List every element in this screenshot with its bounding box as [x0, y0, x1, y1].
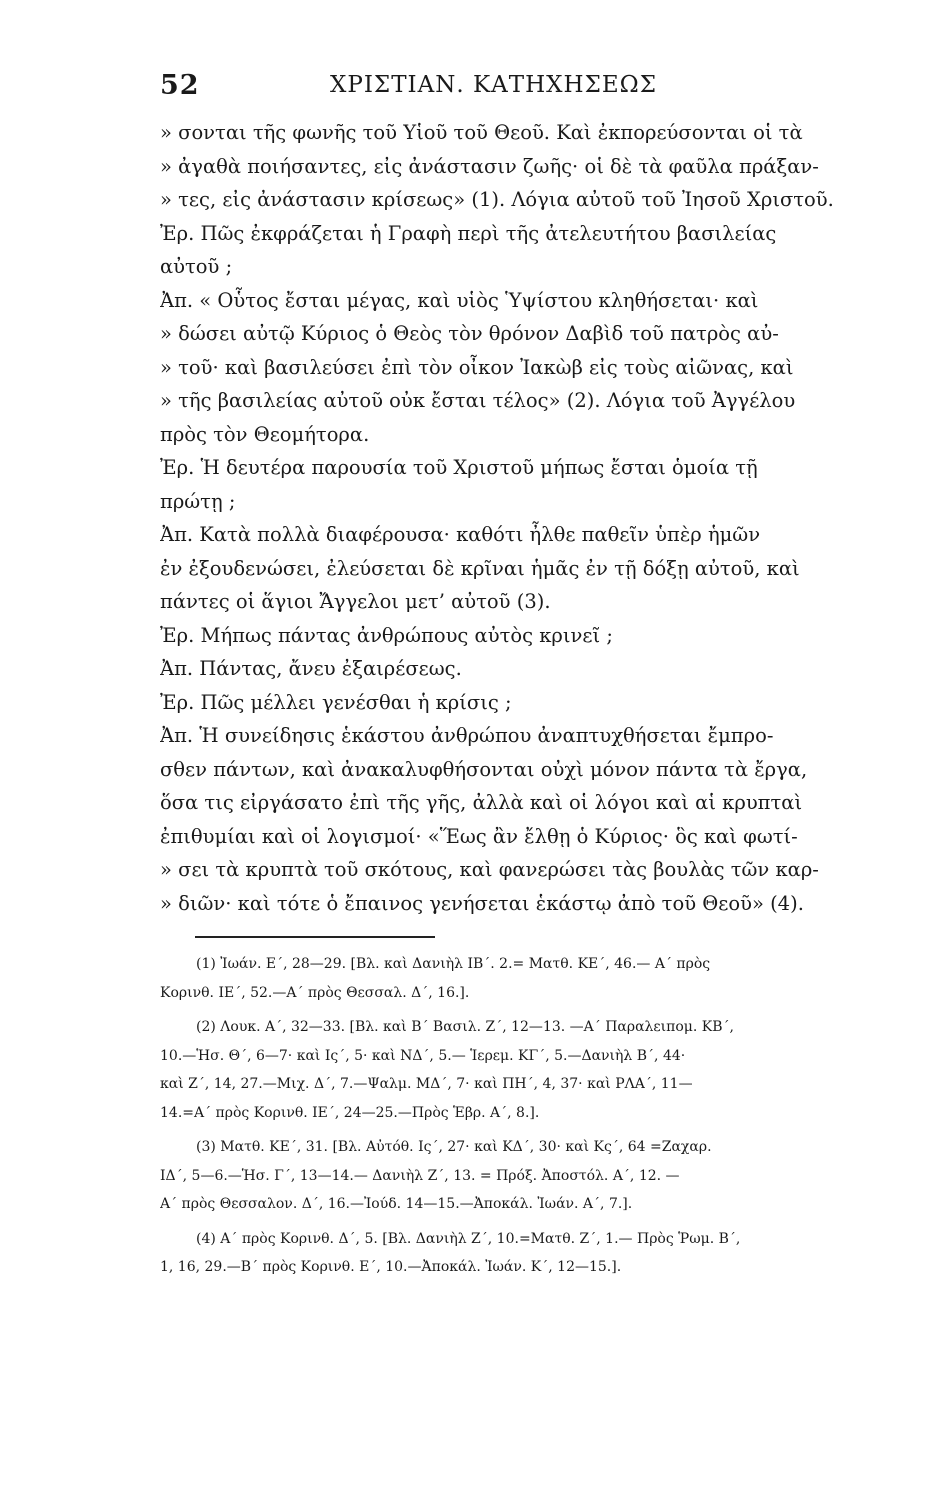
page-number: 52 [160, 70, 200, 101]
text-line: Ἐρ. Πῶς ἐκφράζεται ἡ Γραφὴ περὶ τῆς ἀτελευτήτου βασιλείας [160, 221, 777, 245]
text-line: Ἐρ. Ἡ δευτέρα παρουσία τοῦ Χριστοῦ μήπως ἔσται ὁμοία τῇ [160, 456, 758, 479]
footnote-line: (4) Α΄ πρὸς Κορινθ. Δ΄, 5. [Βλ. Δανιὴλ Ζ΄, 10.=Ματθ. Ζ΄, 1.— Πρὸς Ῥωμ. Β΄, [196, 1230, 741, 1247]
footnote-line: (2) Λουκ. Α΄, 32—33. [Βλ. καὶ Β΄ Βασιλ. Ζ΄, 12—13. —Α΄ Παραλειπομ. ΚΒ΄, [196, 1019, 734, 1035]
footnote [160, 1225, 850, 1282]
text-line: σθεν πάντων, καὶ ἀνακαλυφθήσονται οὐχὶ μόνον πάντα τὰ ἔργα, [160, 757, 808, 781]
text-line: ἐν ἐξουδενώσει, ἐλεύσεται δὲ κρῖναι ἡμᾶς ἐν τῇ δόξῃ αὐτοῦ, καὶ [160, 556, 800, 580]
text-line: » ἀγαθὰ ποιήσαντες, εἰς ἀνάστασιν ζωῆς· οἱ δὲ τὰ φαῦλα πράξαν- [160, 154, 819, 178]
main-text [160, 116, 850, 920]
footnote-line: (1) Ἰωάν. Ε΄, 28—29. [Βλ. καὶ Δανιὴλ ΙΒ΄. 2.= Ματθ. ΚΕ΄, 46.— Α΄ πρὸς [196, 956, 711, 972]
text-line: ὅσα τις εἰργάσατο ἐπὶ τῆς γῆς, ἀλλὰ καὶ οἱ λόγοι καὶ αἱ κρυπταὶ [160, 791, 803, 814]
text-line: ἐπιθυμίαι καὶ οἱ λογισμοί· «Ἕως ἂν ἔλθῃ ὁ Κύριος· ὃς καὶ φωτί- [160, 824, 798, 848]
text-line: » τοῦ· καὶ βασιλεύσει ἐπὶ τὸν οἶκον Ἰακὼβ εἰς τοὺς αἰῶνας, καὶ [160, 355, 794, 379]
footnote-line: 14.=Α΄ πρὸς Κορινθ. ΙΕ΄, 24—25.—Πρὸς Ἑβρ. Α΄, 8.]. [160, 1104, 540, 1121]
text-line: Ἀπ. Κατὰ πολλὰ διαφέρουσα· καθότι ἦλθε παθεῖν ὑπὲρ ἡμῶν [160, 523, 761, 546]
text-line: » τῆς βασιλείας αὐτοῦ οὐκ ἔσται τέλος» (2). Λόγια τοῦ Ἀγγέλου [160, 389, 796, 412]
text-line: αὐτοῦ ; [160, 255, 233, 278]
footnote-line: καὶ Ζ΄, 14, 27.—Μιχ. Δ΄, 7.—Ψαλμ. ΜΔ΄, 7· καὶ ΠΗ΄, 4, 37· καὶ ΡΛΑ΄, 11— [160, 1076, 693, 1092]
running-title: ΧΡΙΣΤΙΑΝ. ΚΑΤΗΧΗΣΕΩΣ [330, 72, 657, 98]
footnote-separator [195, 936, 435, 938]
text-line: » διῶν· καὶ τότε ὁ ἔπαινος γενήσεται ἑκάστῳ ἀπὸ τοῦ Θεοῦ» (4). [160, 891, 804, 915]
text-line: » δώσει αὐτῷ Κύριος ὁ Θεὸς τὸν θρόνον Δαβὶδ τοῦ πατρὸς αὐ- [160, 322, 779, 345]
text-line: πάντες οἱ ἅγιοι Ἄγγελοι μετ’ αὐτοῦ (3). [160, 590, 551, 613]
footnote-line: (3) Ματθ. ΚΕ΄, 31. [Βλ. Αὐτόθ. Ις΄, 27· καὶ ΚΔ΄, 30· καὶ Κς΄, 64 =Ζαχαρ. [196, 1139, 712, 1155]
footnote-line: Α΄ πρὸς Θεσσαλον. Δ΄, 16.—Ἰούδ. 14—15.—Ἀποκάλ. Ἰωάν. Α΄, 7.]. [160, 1196, 633, 1212]
text-line: πρώτῃ ; [160, 489, 236, 513]
footnotes [160, 950, 850, 1282]
page-header [160, 70, 840, 106]
footnote [160, 1013, 850, 1127]
footnote-line: ΙΔ΄, 5—6.—Ἡσ. Γ΄, 13—14.— Δανιὴλ Ζ΄, 13. = Πρόξ. Ἀποστόλ. Α΄, 12. — [160, 1167, 680, 1184]
footnote-line: 1, 16, 29.—Β΄ πρὸς Κορινθ. Ε΄, 10.—Ἀποκάλ. Ἰωάν. Κ΄, 12—15.]. [160, 1259, 622, 1275]
text-line: » σονται τῆς φωνῆς τοῦ Υἱοῦ τοῦ Θεοῦ. Καὶ ἐκπορεύσονται οἱ τὰ [160, 121, 803, 144]
footnote [160, 1133, 850, 1219]
footnote-line: Κορινθ. ΙΕ΄, 52.—Α΄ πρὸς Θεσσαλ. Δ΄, 16.]. [160, 984, 470, 1001]
footnote [160, 950, 850, 1007]
text-line: Ἐρ. Πῶς μέλλει γενέσθαι ἡ κρίσις ; [160, 690, 512, 714]
text-line: Ἀπ. Ἡ συνείδησις ἑκάστου ἀνθρώπου ἀναπτυχθήσεται ἔμπρο- [160, 724, 774, 747]
text-line: Ἀπ. Πάντας, ἄνευ ἐξαιρέσεως. [160, 657, 462, 680]
text-line: Ἐρ. Μήπως πάντας ἀνθρώπους αὐτὸς κρινεῖ ; [160, 623, 613, 647]
text-line: » σει τὰ κρυπτὰ τοῦ σκότους, καὶ φανερώσει τὰς βουλὰς τῶν καρ- [160, 858, 819, 881]
footnote-line: 10.—Ἡσ. Θ΄, 6—7· καὶ Ις΄, 5· καὶ ΝΔ΄, 5.— Ἱερεμ. ΚΓ΄, 5.—Δανιὴλ Β΄, 44· [160, 1047, 686, 1064]
text-line: πρὸς τὸν Θεομήτορα. [160, 422, 370, 446]
text-line: Ἀπ. « Οὗτος ἔσται μέγας, καὶ υἱὸς Ὑψίστου κληθήσεται· καὶ [160, 288, 759, 312]
text-line: » τες, εἰς ἀνάστασιν κρίσεως» (1). Λόγια αὐτοῦ τοῦ Ἰησοῦ Χριστοῦ. [160, 188, 834, 211]
